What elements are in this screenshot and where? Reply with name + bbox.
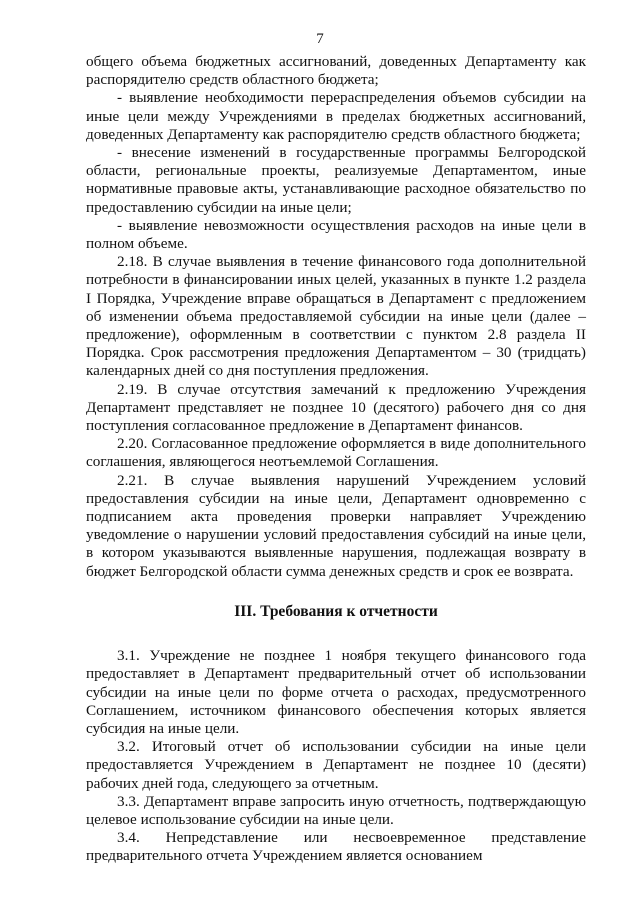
paragraph-2-21: 2.21. В случае выявления нарушений Учреждением условий предоставления субсидии на иные цели, Департамент одновременно с подписанием акта проведения проверки направляет Учреждению уведомление о нарушении условий предоставления субсидий на иные цели, в котором указываются выявленные нарушения, подлежащая возврату в бюджет Белгородской области сумма денежных средств и срок ее возврата.	[86, 471, 586, 580]
paragraph-2-20: 2.20. Согласованное предложение оформляется в виде дополнительного соглашения, являющегося неотъемлемой Соглашения.	[86, 435, 586, 471]
section-heading: III. Требования к отчетности	[234, 602, 438, 620]
page-number: 7	[316, 31, 324, 47]
document-body	[86, 53, 586, 866]
paragraph-3-2: 3.2. Итоговый отчет об использовании субсидии на иные цели предоставляется Учреждением в Департамент не позднее 10 (десяти) рабочих дней года, следующего за отчетным.	[86, 738, 586, 792]
paragraph-program-changes: - внесение изменений в государственные программы Белгородской области, региональные проекты, реализуемые Департаментом, иные нормативные правовые акты, устанавливающие расходное обязательство по предоставлению субсидии на иные цели;	[86, 144, 586, 216]
paragraph-impossibility: - выявление невозможности осуществления расходов на иные цели в полном объеме.	[86, 216, 586, 253]
paragraph-3-4: 3.4. Непредставление или несвоевременное представление предварительного отчета Учреждением является основанием	[86, 829, 586, 865]
paragraph-redistribution: - выявление необходимости перераспределения объемов субсидии на иные цели между Учреждениями в пределах бюджетных ассигнований, доведенных Департаменту как распорядителю средств областного бюджета;	[86, 89, 586, 143]
paragraph-3-3: 3.3. Департамент вправе запросить иную отчетность, подтверждающую целевое использование субсидии на иные цели.	[86, 792, 586, 828]
paragraph-budget-continuation: общего объема бюджетных ассигнований, доведенных Департаменту как распорядителю средств областного бюджета;	[86, 53, 586, 89]
paragraph-2-19: 2.19. В случае отсутствия замечаний к предложению Учреждения Департамент представляет не позднее 10 (десятого) рабочего дня со дня поступления согласованное предложение в Департамент финансов.	[86, 380, 586, 435]
paragraph-2-18: 2.18. В случае выявления в течение финансового года дополнительной потребности в финансировании иных целей, указанных в пункте 1.2 раздела I Порядка, Учреждение вправе обращаться в Департамент с предложением об изменении объема предоставляемой субсидии на иные цели (далее – предложение), оформленным в соответствии с пунктом 2.8 раздела II Порядка. Срок рассмотрения предложения Департаментом – 30 (тридцать) календарных дней со дня поступления предложения.	[86, 253, 586, 380]
paragraph-3-1: 3.1. Учреждение не позднее 1 ноября текущего финансового года предоставляет в Департамент предварительный отчет об использовании субсидии на иные цели по форме отчета о расходах, предусмотренного Соглашением, источником финансового обеспечения которых является субсидия на иные цели.	[86, 647, 586, 737]
